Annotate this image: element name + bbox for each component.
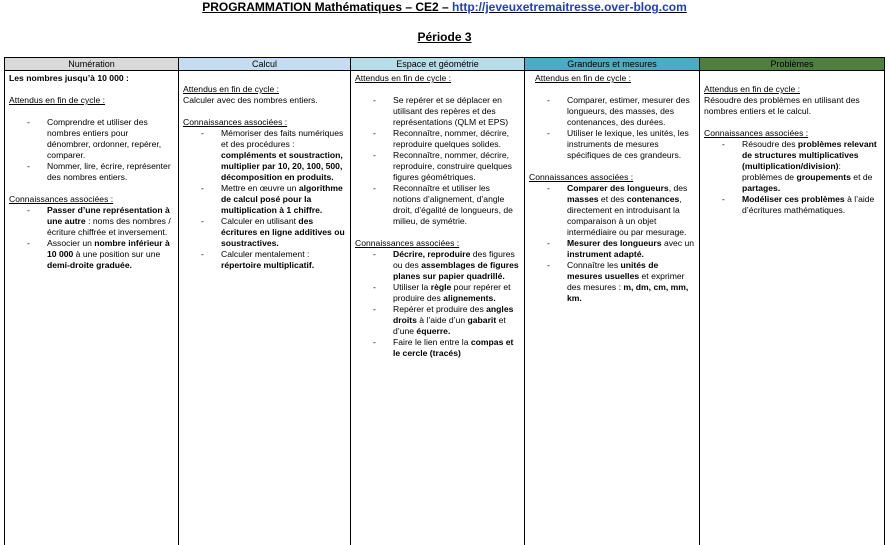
problemes-connaissances-list bbox=[704, 139, 880, 216]
list-item: - Calculer en utilisant des écritures en ligne additives ou soustractives. bbox=[183, 216, 346, 249]
grandeurs-attendus-list bbox=[529, 95, 695, 161]
grandeurs-connaissances-title: Connaissances associées : bbox=[529, 172, 695, 183]
programmation-table bbox=[4, 57, 885, 545]
list-item: - Reconnaître, nommer, décrire, reproduire, construire quelques figures géométriques. bbox=[355, 150, 520, 183]
list-item: - Passer d’une représentation à une autre : noms des nombres /écriture chiffrée et inversement. bbox=[9, 205, 174, 238]
cell-problemes bbox=[700, 71, 885, 545]
cell-espace bbox=[351, 71, 525, 545]
list-item: - Reconnaître et utiliser les notions d’alignement, d’angle droit, d’égalité de longueurs, de milieu, de symétrie. bbox=[355, 183, 520, 227]
document-title bbox=[0, 0, 889, 14]
calcul-connaissances-title: Connaissances associées : bbox=[183, 117, 346, 128]
calcul-attendus: Calculer avec des nombres entiers. bbox=[183, 95, 346, 106]
espace-connaissances-list bbox=[355, 249, 520, 359]
list-item: - Comparer des longueurs, des masses et des contenances, directement en introduisant la comparaison à un objet intermédiaire ou par mesurage. bbox=[529, 183, 695, 238]
problemes-connaissances-title: Connaissances associées : bbox=[704, 128, 880, 139]
list-item: - Utiliser la règle pour repérer et produire des alignements. bbox=[355, 282, 520, 304]
cell-calcul bbox=[179, 71, 351, 545]
calcul-connaissances-list bbox=[183, 128, 346, 271]
list-item: - Faire le lien entre la compas et le cercle (tracés) bbox=[355, 337, 520, 359]
list-item: - Mesurer des longueurs avec un instrument adapté. bbox=[529, 238, 695, 260]
espace-attendus-title: Attendus en fin de cycle : bbox=[355, 73, 520, 84]
title-link[interactable]: http://jeveuxetremaitresse.over-blog.com bbox=[452, 0, 687, 14]
title-text: PROGRAMMATION Mathématiques – CE2 – bbox=[202, 0, 452, 14]
list-item: - Nommer, lire, écrire, représenter des nombres entiers. bbox=[9, 161, 174, 183]
numeration-heading: Les nombres jusqu’à 10 000 : bbox=[9, 73, 174, 84]
espace-connaissances-title: Connaissances associées : bbox=[355, 238, 520, 249]
list-item: - Décrire, reproduire des figures ou des assemblages de figures planes sur papier quadrillé. bbox=[355, 249, 520, 282]
list-item: - Reconnaître, nommer, décrire, reproduire quelques solides. bbox=[355, 128, 520, 150]
numeration-attendus-title: Attendus en fin de cycle : bbox=[9, 95, 174, 106]
list-item: - Se repérer et se déplacer en utilisant des repères et des représentations (QLM et EPS) bbox=[355, 95, 520, 128]
espace-attendus-list bbox=[355, 95, 520, 227]
list-item: - Mettre en œuvre un algorithme de calcul posé pour la multiplication à 1 chiffre. bbox=[183, 183, 346, 216]
list-item: - Comprendre et utiliser des nombres entiers pour dénombrer, ordonner, repérer, comparer. bbox=[9, 117, 174, 161]
list-item: - Modéliser ces problèmes à l’aide d’écritures mathématiques. bbox=[704, 194, 880, 216]
list-item: - Connaître les unités de mesures usuelles et exprimer des mesures : m, dm, cm, mm, km. bbox=[529, 260, 695, 304]
column-header-problemes: Problèmes bbox=[700, 58, 885, 71]
list-item: - Repérer et produire des angles droits à l’aide d’un gabarit et d’une équerre. bbox=[355, 304, 520, 337]
grandeurs-attendus-title: Attendus en fin de cycle : bbox=[529, 73, 695, 84]
list-item: - Comparer, estimer, mesurer des longueurs, des masses, des contenances, des durées. bbox=[529, 95, 695, 128]
list-item: - Utiliser le lexique, les unités, les instruments de mesures spécifiques de ces grandeurs. bbox=[529, 128, 695, 161]
column-header-numeration: Numération bbox=[5, 58, 179, 71]
period-heading: Période 3 bbox=[0, 30, 889, 44]
calcul-attendus-title: Attendus en fin de cycle : bbox=[183, 84, 346, 95]
list-item: - Mémoriser des faits numériques et des procédures : compléments et soustraction, multiplier par 10, 20, 100, 500, décomposition en produits. bbox=[183, 128, 346, 183]
numeration-connaissances-title: Connaissances associées : bbox=[9, 194, 174, 205]
problemes-attendus: Résoudre des problèmes en utilisant des nombres entiers et le calcul. bbox=[704, 95, 880, 117]
cell-numeration bbox=[5, 71, 179, 545]
column-header-espace: Espace et géométrie bbox=[351, 58, 525, 71]
problemes-attendus-title: Attendus en fin de cycle : bbox=[704, 84, 880, 95]
column-header-calcul: Calcul bbox=[179, 58, 351, 71]
numeration-attendus-list bbox=[9, 117, 174, 183]
numeration-connaissances-list bbox=[9, 205, 174, 271]
cell-grandeurs bbox=[525, 71, 700, 545]
column-header-grandeurs: Grandeurs et mesures bbox=[525, 58, 700, 71]
grandeurs-connaissances-list bbox=[529, 183, 695, 304]
list-item: - Calculer mentalement : répertoire multiplicatif. bbox=[183, 249, 346, 271]
list-item: - Résoudre des problèmes relevant de structures multiplicatives (multiplication/division): problèmes de groupements et de partages. bbox=[704, 139, 880, 194]
list-item: - Associer un nombre inférieur à 10 000 à une position sur une demi-droite graduée. bbox=[9, 238, 174, 271]
